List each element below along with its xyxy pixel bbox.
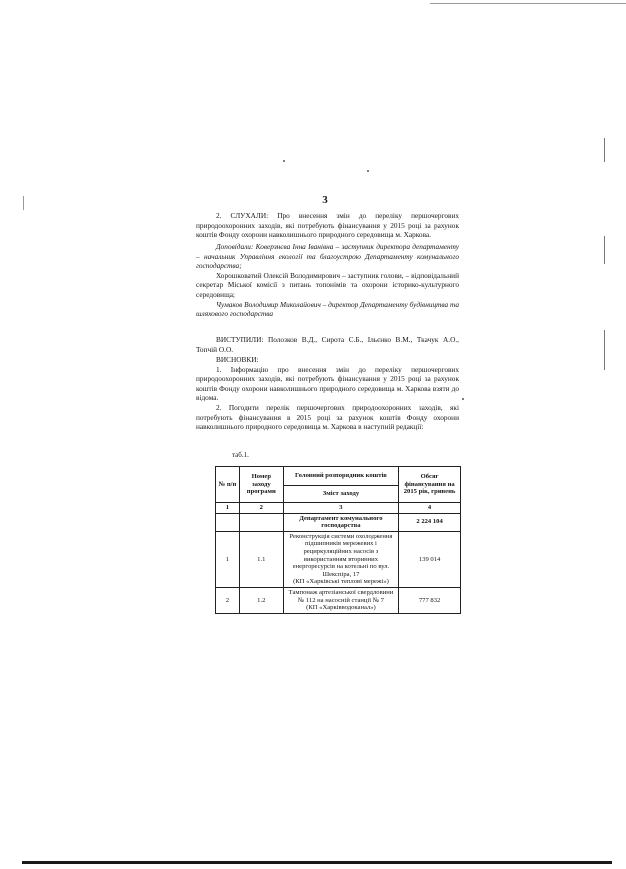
col-number: 3 [283,503,398,514]
row-amount: 139 014 [399,531,461,587]
table-row [216,531,461,587]
conclusion-item-2: 2. Погодити перелік першочергових природоохоронних заходів, які потребують фінансування в 2015 році за рахунок коштів Фонду охорони навколишнього природного середовища м. Харкова в наступній редакції: [196,402,459,432]
speakers-section [196,242,459,319]
col-number: 1 [216,503,240,514]
row-content-text: Реконструкція системи охолодження підшипників мережевих і рециркуляційних насосів з використанням вторинних енергоресурсів на котельні по вул. Шекспіра, 17 [289,532,393,578]
row-organization: (КП «Харківські теплові мережі») [293,578,389,586]
row-organization: (КП «Харківводоканал») [306,604,376,612]
row-measure: 1.2 [239,587,283,613]
header-manager: Головний розпорядник коштів [283,467,398,486]
col-number: 2 [239,503,283,514]
scan-artifact-right [604,236,605,264]
header-volume: Обсяг фінансування на 2015 рік, гривень [399,467,461,503]
row-content-text: Тампонаж артезіанської свердловини № 112 на насосній станції № 7 [288,588,394,604]
spoke-paragraph: ВИСТУПИЛИ: Полозков В.Д., Сирота С.Б., Ільєнко В.М., Ткачук А.О., Топчій О.О. [196,335,459,354]
table-caption: таб.1. [232,451,249,459]
conclusions-section [196,355,459,432]
scan-artifact-top [430,3,626,4]
col-number: 4 [399,503,461,514]
conclusions-heading: ВИСНОВКИ: [216,355,259,364]
heard-paragraph: 2. СЛУХАЛИ: Про внесення змін до переліку першочергових природоохоронних заходів, які потребують фінансування у 2015 році за рахунок коштів Фонду охорони навколишнього природного середовища м. Харкова. [196,211,459,240]
speaker-3: Чумаков Володимир Миколайович – директор Департаменту будівництва та шляхового господарства [196,299,459,319]
speaker-2: Хорошковатий Олексій Володимирович – заступник голови, – відповідальний секретар Міської комісії з питань топонімів та охорони історико-культурного середовища; [196,270,459,299]
scan-artifact-bottom [22,861,612,864]
speakers-intro: Доповідали: Коверзнєва Інна Іванівна – заступник директора департаменту – начальник Управління екології та благоустрою Департаменту комунального господарства; [196,242,459,271]
row-content [283,531,398,587]
row-num: 2 [216,587,240,613]
scan-speck [462,398,464,400]
row-amount: 777 832 [399,587,461,613]
heard-section [196,211,459,240]
department-row [216,513,461,531]
spoke-section [196,335,459,354]
table-row [216,587,461,613]
department-name: Департамент комунального господарства [283,513,398,531]
scan-artifact-left [23,196,24,210]
measures-table [215,466,461,614]
row-measure: 1.1 [239,531,283,587]
scan-speck [283,160,285,162]
header-content: Зміст заходу [283,486,398,503]
scan-artifact-right [604,138,605,162]
department-amount: 2 224 104 [399,513,461,531]
table-header-row [216,467,461,486]
scan-speck [367,170,369,172]
page-number: 3 [322,194,328,206]
header-measure-num: Номер заходу програми [239,467,283,503]
conclusion-item-1: 1. Інформацію про внесення змін до переліку першочергових природоохоронних заходів, які потребують фінансування у 2015 році за рахунок коштів Фонду охорони навколишнього природного середовища м. Харкова взяти до відома. [196,364,459,403]
header-num: № п/п [216,467,240,503]
scan-artifact-right [604,330,605,370]
row-content [283,587,398,613]
column-number-row [216,503,461,514]
row-num: 1 [216,531,240,587]
